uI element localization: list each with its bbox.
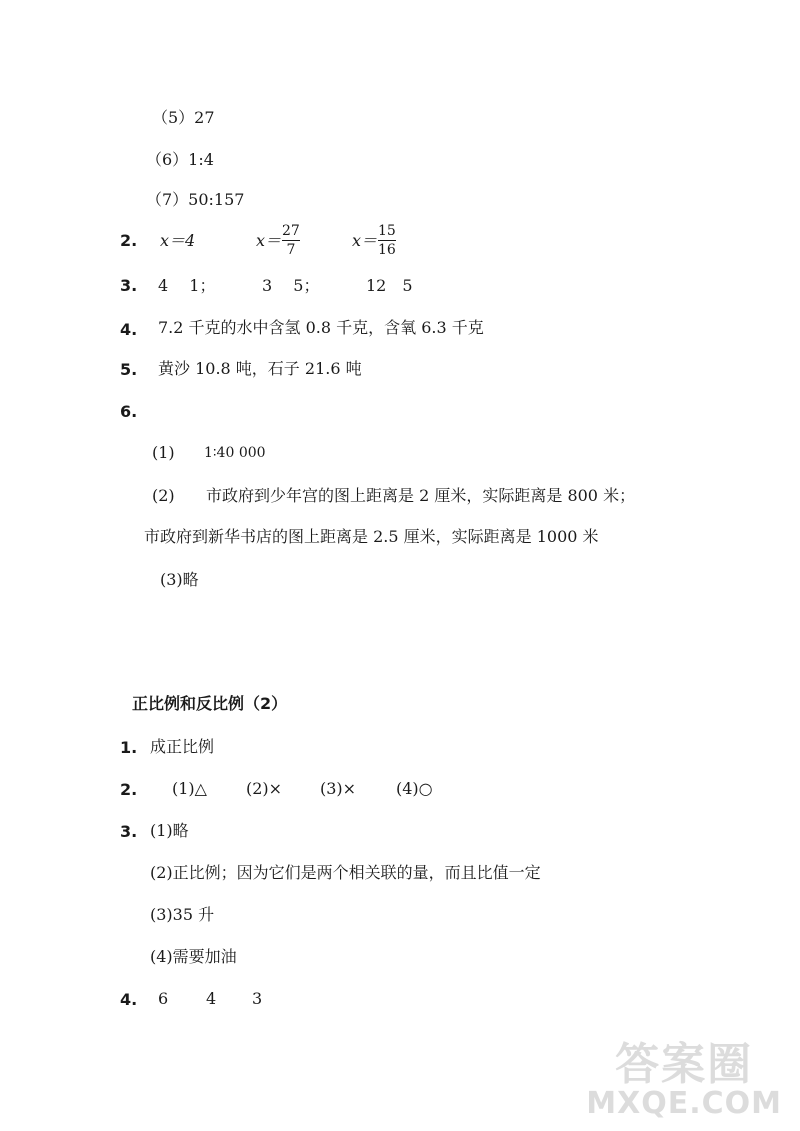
q6-part-2-line-2: 市政府到新华书店的图上距离是 2.5 厘米，实际距离是 1000 米: [144, 527, 599, 546]
question-6-number: 6.: [120, 402, 138, 421]
s2-q4-answer-c: 3: [252, 989, 263, 1008]
section-title: 正比例和反比例（2）: [132, 694, 288, 713]
q2-b-denominator: 7: [286, 242, 296, 258]
q2-answer-b-lhs: x＝: [256, 231, 282, 250]
q3-group-3: 12 5: [366, 276, 413, 295]
q2-answer-c-lhs: x＝: [352, 231, 378, 250]
answer-5-27: （5）27: [152, 108, 215, 127]
question-4-number: 4.: [120, 320, 138, 339]
s2-q4-answer-b: 4: [206, 989, 217, 1008]
watermark-chinese: 答案圈: [615, 1039, 754, 1090]
s2-q3-part-2: (2)正比例；因为它们是两个相关联的量，而且比值一定: [150, 863, 541, 882]
question-2-number: 2.: [120, 231, 138, 250]
q5-answer: 黄沙 10.8 吨，石子 21.6 吨: [158, 359, 362, 378]
watermark: [586, 1039, 782, 1121]
q3-group-2: 3 5；: [262, 276, 320, 295]
q6-part-2-answer: 市政府到少年宫的图上距离是 2 厘米，实际距离是 800 米；: [206, 486, 636, 505]
fraction-bar: [378, 240, 396, 241]
q2-answer-b-fraction: [282, 223, 300, 258]
s2-q2-item-4: (4)○: [396, 779, 433, 798]
s2-q2-item-2: (2)×: [246, 779, 283, 798]
answer-6-ratio: （6）1:4: [146, 150, 214, 169]
question-3-number: 3.: [120, 276, 138, 295]
s2-q4-answer-a: 6: [158, 989, 169, 1008]
s2-q2-item-1: (1)△: [172, 779, 207, 798]
watermark-url: MXQE.COM: [586, 1086, 782, 1121]
q3-group-1: 4 1；: [158, 276, 216, 295]
s2-q1-answer: 成正比例: [150, 737, 215, 756]
s2-question-4-number: 4.: [120, 990, 138, 1009]
q2-answer-c-fraction: [378, 223, 396, 258]
q6-part-1-label: (1): [152, 443, 175, 462]
s2-question-2-number: 2.: [120, 780, 138, 799]
q2-answer-a: x＝4: [160, 231, 196, 250]
q4-answer: 7.2 千克的水中含氢 0.8 千克，含氧 6.3 千克: [158, 318, 484, 337]
question-5-number: 5.: [120, 360, 138, 379]
q2-c-numerator: 15: [378, 223, 396, 239]
s2-q3-part-4: (4)需要加油: [150, 947, 237, 966]
s2-question-3-number: 3.: [120, 822, 138, 841]
q6-part-2-label: (2): [152, 486, 175, 505]
s2-q2-item-3: (3)×: [320, 779, 357, 798]
fraction-bar: [282, 240, 300, 241]
s2-q3-part-1: (1)略: [150, 821, 189, 840]
q2-c-denominator: 16: [378, 242, 396, 258]
q2-b-numerator: 27: [282, 223, 300, 239]
q6-part-3-answer: (3)略: [160, 570, 199, 589]
q6-part-1-answer: 1∶40 000: [204, 445, 266, 461]
answer-7-ratio: （7）50:157: [146, 190, 245, 209]
s2-q3-part-3: (3)35 升: [150, 905, 215, 924]
s2-question-1-number: 1.: [120, 738, 138, 757]
